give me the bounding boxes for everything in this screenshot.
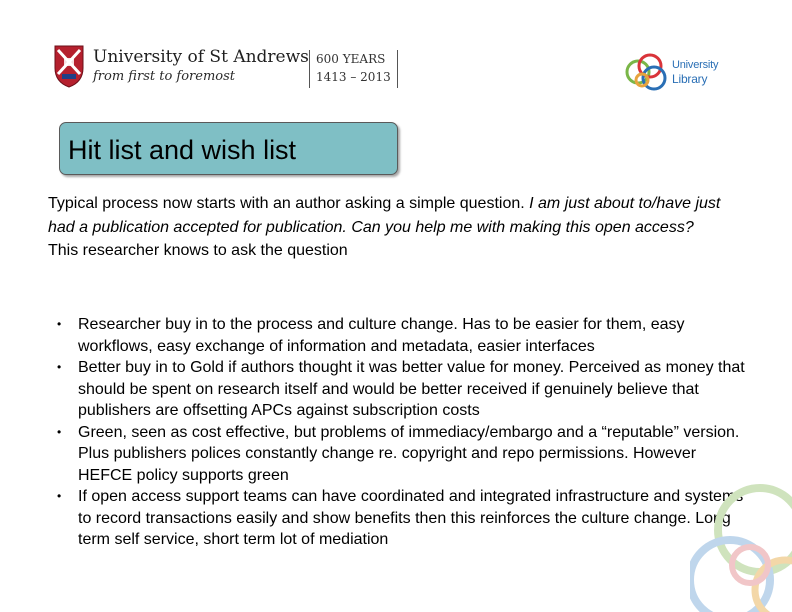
- bullet-text: Researcher buy in to the process and culture change. Has to be easier for them, easy workflows, easy exchange of information and metadata, easier interfaces: [78, 316, 685, 355]
- library-label-top: University: [672, 59, 719, 71]
- list-item: [48, 422, 752, 487]
- anniversary-dates: 1413 – 2013: [316, 70, 391, 84]
- bullet-text: Better buy in to Gold if authors thought it was better value for money. Perceived as money that should be spent on research itself and would be better received if genuinely believe that publishers are offsetting APCs against subscription costs: [78, 359, 745, 419]
- university-tagline: from first to foremost: [93, 69, 236, 84]
- library-rings-icon: [622, 50, 676, 94]
- anniversary-years: 600 YEARS: [316, 52, 386, 66]
- bullet-icon: •: [57, 424, 62, 439]
- bullet-icon: •: [57, 360, 62, 374]
- intro-plain: Typical process now starts with an author asking a simple question.: [48, 195, 525, 212]
- list-item: [48, 314, 752, 357]
- university-name: University of St Andrews: [93, 47, 309, 67]
- intro-line2: This researcher knows to ask the question: [48, 242, 348, 259]
- intro-text: [48, 192, 748, 239]
- intro-italic-question: I am just about to/have just had a publication accepted for publication. Can you help me with making this open access?: [48, 195, 721, 236]
- library-logo: [622, 50, 742, 94]
- university-crest-icon: [53, 44, 85, 88]
- decorative-rings-icon: [690, 470, 792, 612]
- bullet-text: Green, seen as cost effective, but problems of immediacy/embargo and a “reputable” version. Plus publishers polices constantly change re. copyright and repo permissions. However HEFCE policy supports green: [78, 423, 740, 484]
- title-box: [59, 122, 398, 175]
- slide-title: Hit list and wish list: [68, 135, 297, 165]
- bullet-list: [48, 314, 752, 551]
- university-logo: [53, 44, 403, 94]
- intro-paragraph: [48, 192, 748, 263]
- list-item: [48, 357, 752, 422]
- bullet-text: If open access support teams can have coordinated and integrated infrastructure and systems to record transactions easily and show benefits then this reinforces the culture change. Long term self service, short term lot of mediation: [78, 488, 744, 548]
- bullet-icon: •: [57, 489, 62, 503]
- library-label-bottom: Library: [672, 72, 708, 86]
- bullet-icon: •: [57, 317, 62, 331]
- list-item: [48, 486, 752, 551]
- anniversary-block: [309, 50, 398, 88]
